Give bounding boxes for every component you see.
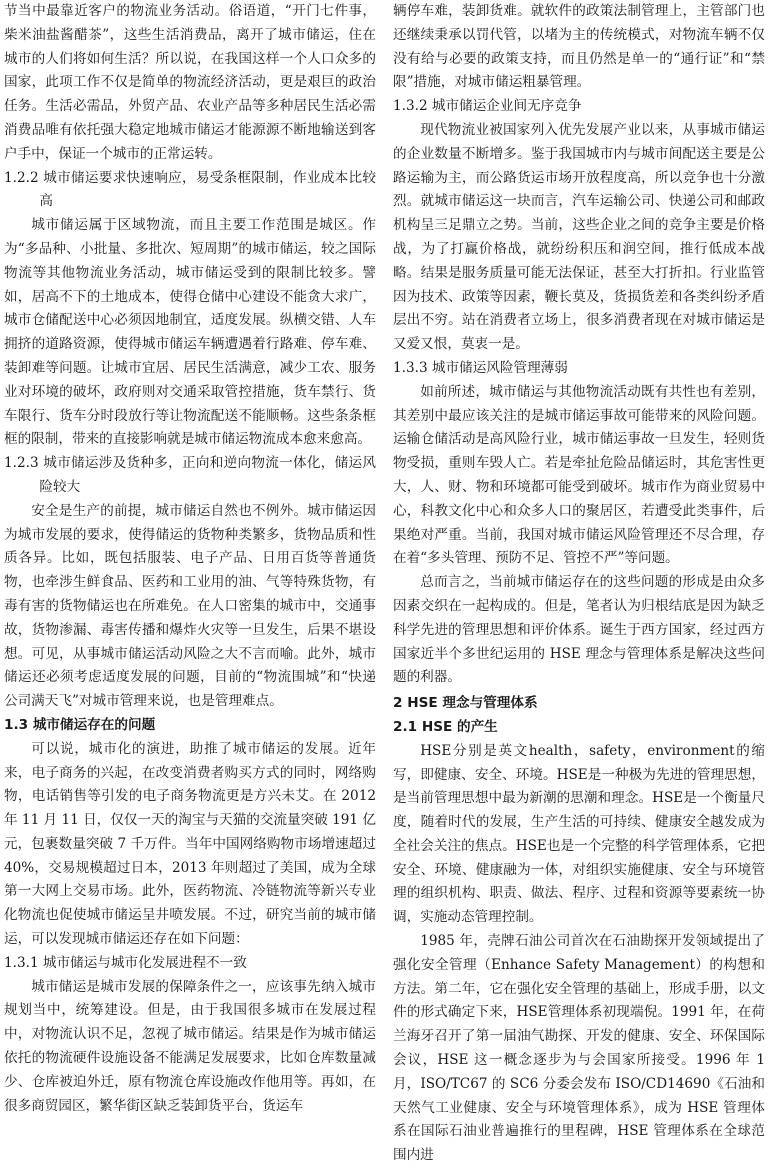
paragraph-1-2-2: 城市储运属于区域物流，而且主要工作范围是城区。作为“多品种、小批量、多批次、短周期”的城市储运，较之国际物流等其他物流业务活动，城市储运受到的限制比较多。譬如，居高不下的土地成本，使得仓储中心建设不能贪大求广，城市仓储配送中心必须因地制宜，适度发展。纵横交错、人车拥挤的道路资源，使得城市储运车辆遭遇着行路难、停车难、装卸难等问题。让城市宜居、居民生活满意，减少工农、服务业对环境的破坏，政府则对交通采取管控措施，货车禁行、货车限行、货车分时段放行等让物流配送不能顺畅。这些条条框框的限制，带来的直接影响就是城市储运物流成本愈来愈高。 xyxy=(4,217,376,448)
paragraph-1-3-2: 现代物流业被国家列入优先发展产业以来，从事城市储运的企业数量不断增多。鉴于我国城市内与城市间配送主要是公路运输为主，而公路货运市场开放程度高，所以竞争也十分激烈。就城市储运这一块而言，汽车运输公司、快递公司和邮政机构呈三足鼎立之势。当前，这些企业之间的竞争主要是价格战，为了打赢价格战，就纷纷积压和润空间，推行低成本战略。结果是服务质量可能无法保证，甚至大打折扣。行业监管因为技术、政策等因素，鞭长莫及，货损货差和各类纠纷矛盾层出不穷。站在消费者立场上，很多消费者现在对城市储运是又爱又恨，莫衷一是。 xyxy=(393,121,765,353)
heading-2-1: 2.1 HSE 的产生 xyxy=(393,718,498,735)
heading-1-3-1: 1.3.1 城市储运与城市化发展进程不一致 xyxy=(4,954,247,971)
heading-1-2-2: 1.2.2 城市储运要求快速响应，易受条框限制，作业成本比较高 xyxy=(4,169,376,210)
heading-section-2: 2 HSE 理念与管理体系 xyxy=(393,695,538,712)
heading-1-3-3: 1.3.3 城市储运风险管理薄弱 xyxy=(393,359,568,376)
heading-1-3: 1.3 城市储运存在的问题 xyxy=(4,716,156,733)
paragraph-1-3-3: 如前所述，城市储运与其他物流活动既有共性也有差别，其差别中最应该关注的是城市储运事故可能带来的风险问题。运输仓储活动是高风险行业，城市储运事故一旦发生，轻则货物受损，重则车毁人亡。若是牵扯危险品储运时，其危害性更大，人、财、物和环境都可能受到破坏。城市作为商业贸易中心，科教文化中心和众多人口的聚居区，若遭受此类事件，后果绝对严重。当前，我国对城市储运风险管理还不尽合理，存在着“多头管理、预防不足、管控不严”等问题。 xyxy=(393,383,765,567)
heading-1-2-3: 1.2.3 城市储运涉及货种多，正向和逆向物流一体化，储运风险较大 xyxy=(4,455,376,495)
paragraph-1-3-1: 城市储运是城市发展的保障条件之一，应该事先纳入城市规划当中，统筹建设。但是，由于我国很多城市在发展过程中，对物流认识不足，忽视了城市储运。结果是作为城市储运依托的物流硬件设施设备不能满足发展要求，比如仓库数量减少、仓库被迫外迁，原有物流仓库设施改作他用等。再如，在很多商贸园区，繁华街区缺乏装卸货平台，货运车 xyxy=(4,978,376,1114)
paragraph-1-2-3: 安全是生产的前提，城市储运自然也不例外。城市储运因为城市发展的要求，使得储运的货物种类繁多，货物品质和性质各异。比如，既包括服装、电子产品、日用百货等普通货物，也牵涉生鲜食品、医药和工业用的油、气等特殊货物，有毒有害的货物储运也在所难免。在人口密集的城市中，交通事故，货物渗漏、毒害传播和爆炸火灾等一旦发生，后果不堪设想。可见，从事城市储运活动风险之大不言而喻。此外，城市储运还必须考虑适度发展的问题，目前的“物流围城”和“快递公司满天飞”对城市管理来说，也是管理难点。 xyxy=(4,502,376,710)
paragraph-2-1: HSE分别是英文health，safety，environment的缩写，即健康、安全、环境。HSE是一种极为先进的管理思想，是当前管理思想中最为新潮的思潮和理念。HSE是一个衡量尺度，随着时代的发展，生产生活的可持续、健康安全越发成为全社会关注的焦点。HSE也是一个完整的科学管理体系，它把安全、环境、健康融为一体，对组织实施健康、安全与环境管理的组织机构、职责、做法、程序、过程和资源等要素统一协调，实施动态管理控制。 xyxy=(393,742,765,926)
paragraph-1-3: 可以说，城市化的演进，助推了城市储运的发展。近年来，电子商务的兴起，在改变消费者购买方式的同时，网络购物，电话销售等引发的电子商务物流更是方兴未艾。在 2012 年 11 月 11 日，仅仅一天的淘宝与天猫的交流量突破 191 亿元，包裹数量突破 7 千万件。当年中国网络购物市场增速超过 40%，交易规模超过日本，2013 年则超过了美国，成为全球第一大网上交易市场。此外，医药物流、冷链物流等新兴专业化物流也促使城市储运呈井喷发展。不过，研究当前的城市储运，可以发现城市储运还存在如下问题： xyxy=(4,740,376,948)
left-column xyxy=(4,0,376,1114)
paragraph-intro-continued: 节当中最靠近客户的物流业务活动。俗语道，“开门七件事，柴米油盐酱醋茶”，这些生活消费品，离开了城市储运，住在城市的人们将如何生活？所以说，在我国这样一个人口众多的国家，此项工作不仅是简单的物流经济活动，更是艰巨的政治任务。生活必需品，外贸产品、农业产品等多种居民生活必需消费品唯有依托强大稳定地城市储运才能源源不断地输送到客户手中，保证一个城市的正常运转。 xyxy=(4,3,376,162)
right-column xyxy=(393,0,765,1164)
heading-1-3-2: 1.3.2 城市储运企业间无序竞争 xyxy=(393,98,582,115)
paragraph-1985: 1985 年，壳牌石油公司首次在石油勘探开发领域提出了强化安全管理（Enhance Safety Management）的构想和方法。第二年，它在强化安全管理的基础上，形成手册，以文件的形式确定下来，HSE管理体系初现端倪。1991 年，在荷兰海牙召开了第一届油气勘探、开发的健康、安全、环保国际会议，HSE 这一概念逐步为与会国家所接受。1996 年 1 月，ISO/TC67 的 SC6 分委会发布 ISO/CD14690《石油和天然气工业健康、安全与环境管理体系》，成为 HSE 管理体系在国际石油业普遍推行的里程碑，HSE 管理体系在全球范围内进 xyxy=(393,933,765,1164)
paragraph-summary: 总而言之，当前城市储运存在的这些问题的形成是由众多因素交织在一起构成的。但是，笔者认为归根结底是因为缺乏科学先进的管理思想和评价体系。诞生于西方国家，经过西方国家近半个多世纪运用的 HSE 理念与管理体系是解决这些问题的利器。 xyxy=(393,574,765,686)
paragraph-right-continued: 辆停车难，装卸货难。就软件的政策法制管理上，主管部门也还继续秉承以罚代管，以堵为主的传统模式，对物流车辆不仅没有给与必要的政策支持，而且仍然是单一的“通行证”和“禁限”措施，对城市储运粗暴管理。 xyxy=(393,3,765,91)
